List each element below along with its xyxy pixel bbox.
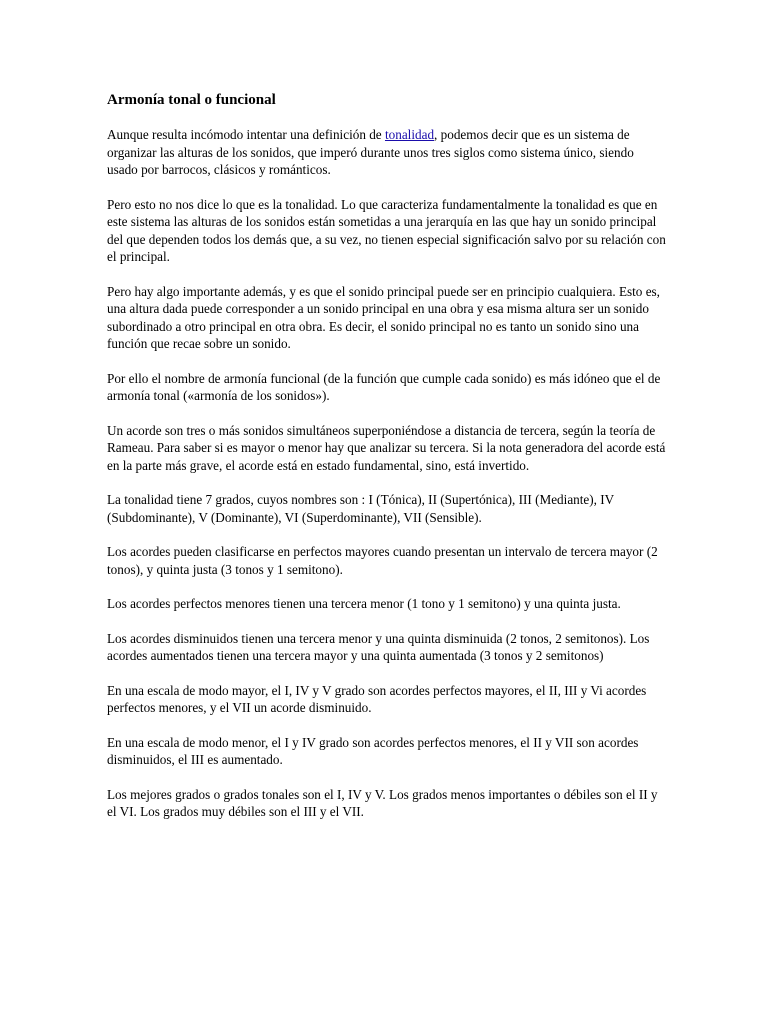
intro-text-after-link: , podemos decir que es un sistema de organizar las alturas de los sonidos, que imperó durante unos tres siglos como sistema único, siendo usado por barrocos, clásicos y románticos.	[107, 127, 634, 177]
paragraph-grados-tonales: Los mejores grados o grados tonales son el I, IV y V. Los grados menos importantes o débiles son el II y el VI. Los grados muy débiles son el III y el VII.	[107, 786, 658, 819]
paragraph-modo-menor: En una escala de modo menor, el I y IV grado son acordes perfectos menores, el II y VII son acordes disminuidos, el III es aumentado.	[107, 734, 639, 767]
paragraph-armonia-funcional: Por ello el nombre de armonía funcional (de la función que cumple cada sonido) es más idóneo que el de armonía tonal («armonía de los sonidos»).	[107, 370, 661, 403]
intro-paragraph	[107, 126, 667, 179]
paragraph-jerarquia: Pero esto no nos dice lo que es la tonalidad. Lo que caracteriza fundamentalmente la tonalidad es que en este sistema las alturas de los sonidos están sometidas a una jerarquía en las que hay un sonido principal del que dependen todos los demás que, a su vez, no tienen especial significación salvo por su relación con el principal.	[107, 196, 666, 264]
paragraph-acorde: Un acorde son tres o más sonidos simultáneos superponiéndose a distancia de tercera, según la teoría de Rameau. Para saber si es mayor o menor hay que analizar su tercera. Si la nota generadora del acorde está en la parte más grave, el acorde está en estado fundamental, sino, está invertido.	[107, 422, 666, 473]
document-page	[107, 90, 667, 838]
paragraph-sonido-principal: Pero hay algo importante además, y es que el sonido principal puede ser en principio cualquiera. Esto es, una altura dada puede corresponder a un sonido principal en una obra y esa misma altura ser un sonido subordinado a otro principal en otra obra. Es decir, el sonido principal no es tanto un sonido sino una función que recae sobre un sonido.	[107, 283, 660, 351]
paragraph-perfectos-menores: Los acordes perfectos menores tienen una tercera menor (1 tono y 1 semitono) y una quinta justa.	[107, 596, 621, 611]
paragraph-disminuidos-aumentados: Los acordes disminuidos tienen una tercera menor y una quinta disminuida (2 tonos, 2 semitonos). Los acordes aumentados tienen una tercera mayor y una quinta aumentada (3 tonos y 2 semitonos)	[107, 630, 650, 663]
tonalidad-link[interactable]: tonalidad	[384, 127, 435, 142]
paragraph-grados: La tonalidad tiene 7 grados, cuyos nombres son : I (Tónica), II (Supertónica), III (Mediante), IV (Subdominante), V (Dominante), VI (Superdominante), VII (Sensible).	[107, 492, 614, 525]
paragraph-perfectos-mayores: Los acordes pueden clasificarse en perfectos mayores cuando presentan un intervalo de tercera mayor (2 tonos), y quinta justa (3 tonos y 1 semitono).	[107, 544, 658, 577]
paragraph-modo-mayor: En una escala de modo mayor, el I, IV y V grado son acordes perfectos mayores, el II, III y Vi acordes perfectos menores, y el VII un acorde disminuido.	[107, 682, 647, 715]
intro-text-before-link: Aunque resulta incómodo intentar una definición de	[107, 127, 385, 142]
document-title: Armonía tonal o funcional	[107, 92, 276, 108]
